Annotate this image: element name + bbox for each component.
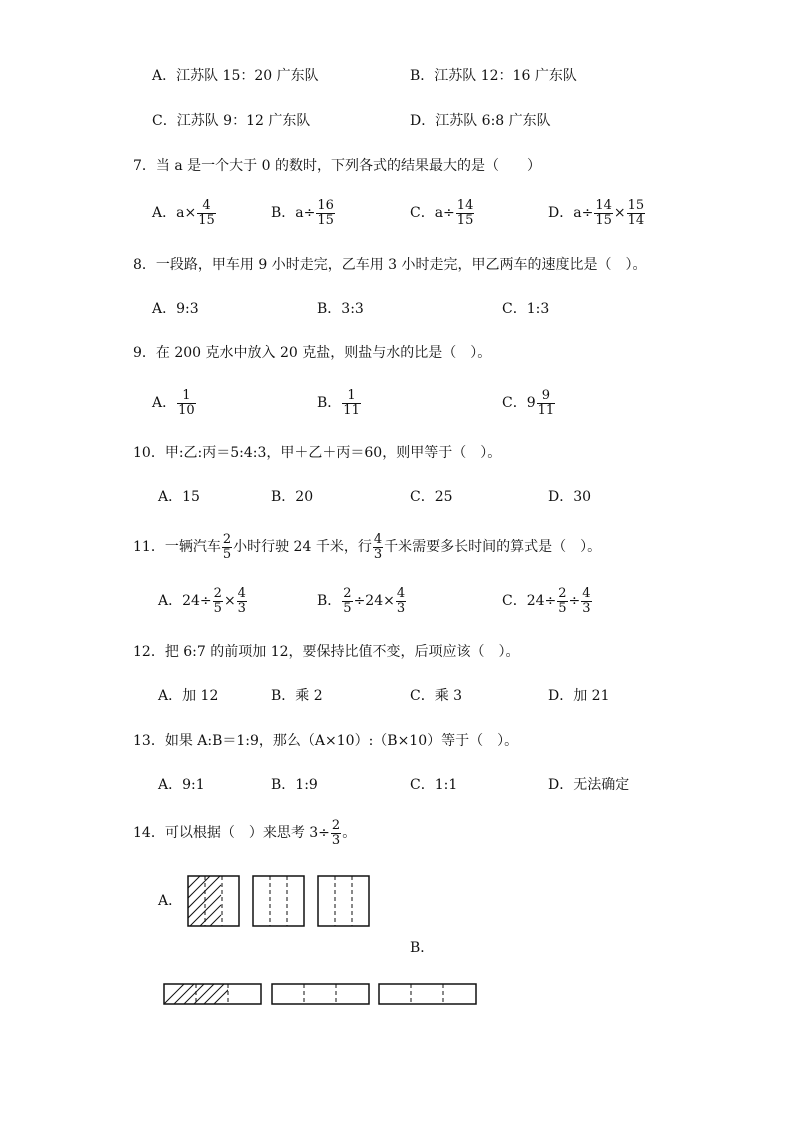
- fraction: $\frac{2}{5}$: [222, 531, 232, 562]
- stem-text: 小时行驶 24 千米，行: [233, 539, 372, 555]
- q14-option-b-label: B．: [410, 940, 435, 956]
- option-label: C．9: [502, 395, 536, 411]
- fraction: $\frac{14}{15}$: [595, 197, 612, 228]
- q13-option-b: B．1:9: [271, 777, 318, 793]
- q13-option-c: C．1:1: [410, 777, 458, 793]
- stem-text: 。: [342, 825, 357, 841]
- q7-option-a: [152, 198, 217, 228]
- q10-option-b: B．20: [271, 489, 314, 505]
- q7-option-b: [271, 198, 336, 228]
- fraction: $\frac{4}{3}$: [237, 585, 246, 616]
- q11-option-a: [158, 586, 248, 616]
- q11-stem: [133, 532, 601, 562]
- operator: ×: [613, 205, 626, 221]
- q8-stem: 8．一段路，甲车用 9 小时走完，乙车用 3 小时走完，甲乙两车的速度比是（ ）。: [133, 257, 647, 273]
- fraction: $\frac{16}{15}$: [317, 197, 334, 228]
- q12-option-c: C．乘 3: [410, 688, 463, 704]
- fraction: $\frac{4}{3}$: [582, 585, 591, 616]
- option-label: A．: [152, 395, 177, 411]
- option-label: A．a×: [152, 205, 197, 221]
- stem-text: 14．可以根据（ ）来思考 3÷: [133, 825, 330, 841]
- q9-option-a: [152, 388, 197, 418]
- option-label: B．: [317, 395, 342, 411]
- fraction: $\frac{15}{14}$: [627, 197, 645, 228]
- operator: ÷: [568, 593, 581, 609]
- q10-stem: 10．甲:乙:丙＝5:4:3，甲＋乙＋丙＝60，则甲等于（ ）。: [133, 445, 502, 461]
- option-label: C．a÷: [410, 205, 455, 221]
- q11-option-b: [317, 586, 407, 616]
- option-label: D．a÷: [548, 205, 594, 221]
- option-label: B．a÷: [271, 205, 316, 221]
- fraction: $\frac{9}{11}$: [537, 387, 555, 418]
- q10-option-a: A．15: [158, 489, 200, 505]
- option-label: C．24÷: [502, 593, 557, 609]
- q10-option-d: D．30: [548, 489, 592, 505]
- q13-stem: 13．如果 A:B＝1:9，那么（A×10）:（B×10）等于（ ）。: [133, 733, 519, 749]
- fraction: $\frac{2}{5}$: [558, 585, 567, 616]
- q14-stem: [133, 818, 356, 848]
- stem-text: 11．一辆汽车: [133, 539, 221, 555]
- q8-option-a: A．9:3: [152, 301, 199, 317]
- q8-option-b: B．3:3: [317, 301, 364, 317]
- q11-option-c: [502, 586, 593, 616]
- fraction: $\frac{2}{5}$: [343, 585, 352, 616]
- bar-2: [272, 984, 369, 1004]
- q8-option-c: C．1:3: [502, 301, 550, 317]
- bar-1: [164, 984, 261, 1004]
- operator: ÷24×: [353, 593, 395, 609]
- q6-option-c: C．江苏队 9：12 广东队: [152, 113, 311, 129]
- q6-option-a: A．江苏队 15：20 广东队: [152, 68, 319, 84]
- q9-stem: 9．在 200 克水中放入 20 克盐，则盐与水的比是（ ）。: [133, 345, 492, 361]
- option-label: A．24÷: [158, 593, 212, 609]
- operator: ×: [223, 593, 236, 609]
- q12-stem: 12．把 6:7 的前项加 12，要保持比值不变，后项应该（ ）。: [133, 644, 520, 660]
- q7-stem: 7．当 a 是一个大于 0 的数时，下列各式的结果最大的是（ ）: [133, 158, 541, 174]
- fraction: $\frac{4}{3}$: [396, 585, 406, 616]
- fraction: $\frac{1}{10}$: [178, 387, 195, 418]
- q12-option-d: D．加 21: [548, 688, 610, 704]
- q12-option-b: B．乘 2: [271, 688, 323, 704]
- q9-option-b: [317, 388, 362, 418]
- fraction: $\frac{2}{5}$: [213, 585, 222, 616]
- square-3: [318, 876, 369, 926]
- q10-option-c: C．25: [410, 489, 453, 505]
- q13-option-d: D．无法确定: [548, 777, 630, 793]
- q13-option-a: A．9:1: [158, 777, 205, 793]
- fraction: $\frac{4}{3}$: [373, 531, 383, 562]
- stem-text: 千米需要多长时间的算式是（ ）。: [384, 539, 602, 555]
- q14-option-a-label: A．: [158, 893, 183, 909]
- option-label: B．: [317, 593, 342, 609]
- bar-3: [379, 984, 476, 1004]
- square-2: [253, 876, 304, 926]
- fraction: $\frac{4}{15}$: [198, 197, 215, 228]
- fraction: $\frac{14}{15}$: [456, 197, 474, 228]
- q7-option-d: [548, 198, 646, 228]
- square-1: [185, 873, 239, 929]
- fraction: $\frac{1}{11}$: [343, 387, 360, 418]
- q9-option-c: [502, 388, 556, 418]
- fraction: $\frac{2}{3}$: [331, 817, 341, 848]
- q12-option-a: A．加 12: [158, 688, 219, 704]
- q14-option-b-diagram: [160, 980, 480, 1010]
- q6-option-d: D．江苏队 6:8 广东队: [410, 113, 551, 129]
- q14-option-a-diagram: [185, 873, 375, 929]
- q6-option-b: B．江苏队 12：16 广东队: [410, 68, 577, 84]
- q7-option-c: [410, 198, 475, 228]
